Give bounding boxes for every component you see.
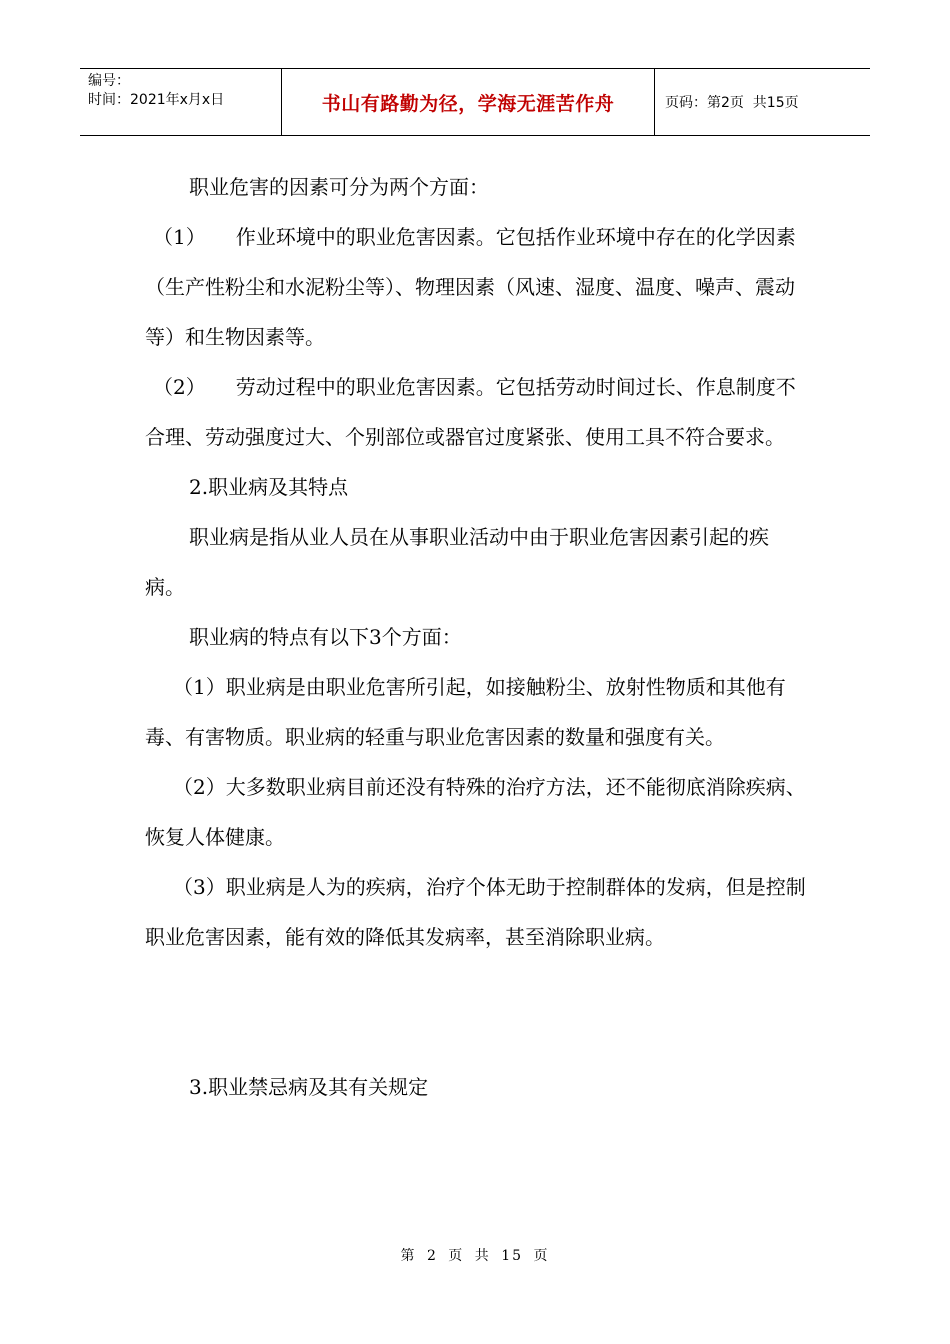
header-meta [80,69,281,135]
header-page-info: 页码：第2页 共15页 [665,95,799,111]
paragraph-feature-1: （1）职业病是由职业危害所引起，如接触粉尘、放射性物质和其他有毒、有害物质。职业病的轻重与职业危害因素的数量和强度有关。 [145,675,786,749]
paragraph-item-1 [145,212,807,362]
item-text: 作业环境中的职业危害因素。它包括作业环境中存在的化学因素（生产性粉尘和水泥粉尘等）、物理因素（风速、湿度、温度、噪声、震动等）和生物因素等。 [145,225,796,349]
paragraph-intro: 职业危害的因素可分为两个方面： [189,175,489,199]
section-heading-3: 3.职业禁忌病及其有关规定 [189,1075,429,1099]
paragraph-features-intro: 职业病的特点有以下3个方面： [189,625,462,649]
header-motto: 书山有路勤为径，学海无涯苦作舟 [281,69,655,135]
page-header [80,68,870,136]
paragraph-feature-3: （3）职业病是人为的疾病，治疗个体无助于控制群体的发病，但是控制职业危害因素，能有效的降低其发病率，甚至消除职业病。 [145,875,806,949]
item-number: （1） [153,225,206,249]
item-text: 劳动过程中的职业危害因素。它包括劳动时间过长、作息制度不合理、劳动强度过大、个别部位或器官过度紧张、使用工具不符合要求。 [145,375,796,449]
paragraph-feature-2: （2）大多数职业病目前还没有特殊的治疗方法，还不能彻底消除疾病、恢复人体健康。 [145,775,806,849]
paragraph-definition: 职业病是指从业人员在从事职业活动中由于职业危害因素引起的疾病。 [145,525,769,599]
page-footer: 第 2 页 共 15 页 [400,1248,550,1264]
document-time-label: 时间：2021年x月x日 [88,92,225,108]
section-heading-2: 2.职业病及其特点 [189,475,349,499]
document-number-label: 编号： [88,73,130,89]
item-number: （2） [153,375,206,399]
document-body [145,162,807,1112]
paragraph-item-2 [145,362,807,462]
spacer [145,962,807,1062]
